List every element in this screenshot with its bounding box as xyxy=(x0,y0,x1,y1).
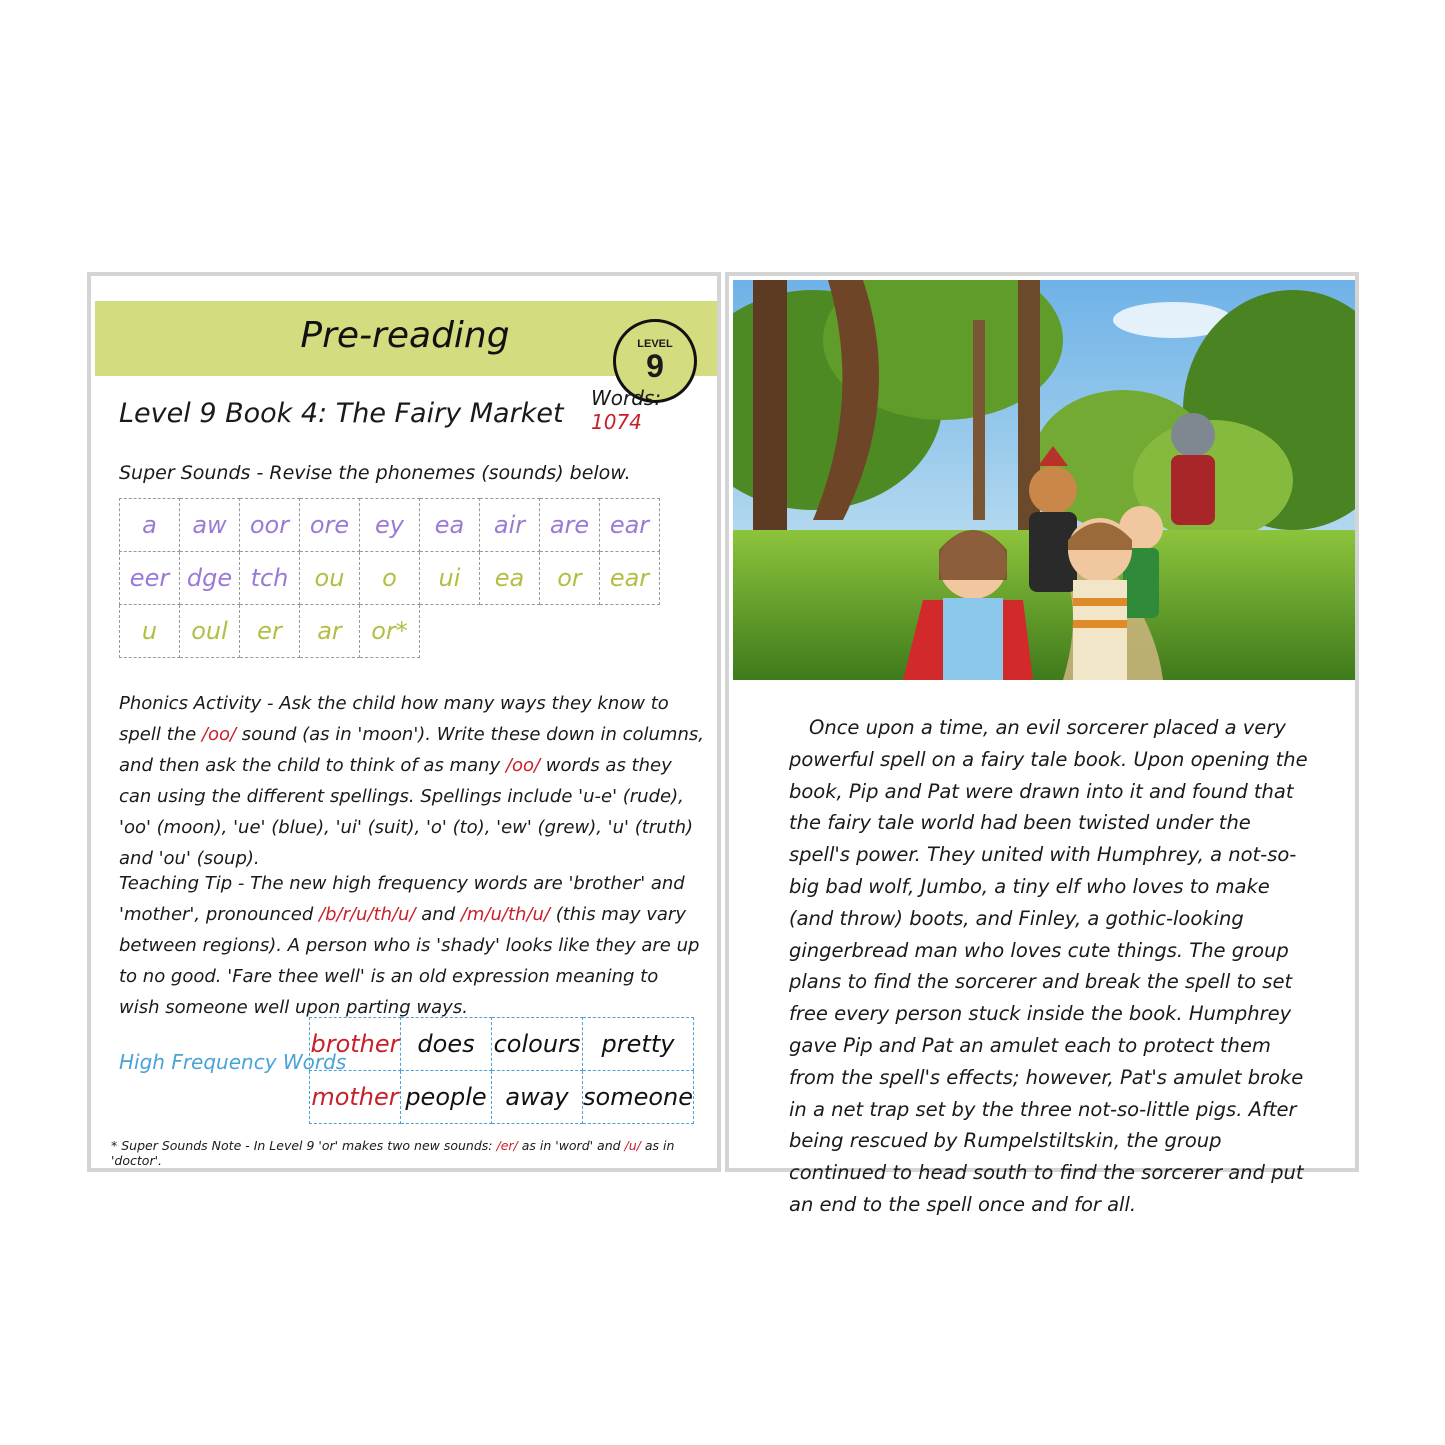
story-summary: Once upon a time, an evil sorcerer placed a very powerful spell on a fairy tale book. Upon opening the book, Pip and Pat were drawn into it and found that the fairy tale world had been twisted under the spell's power. They united with Humphrey, a not-so-big bad wolf, Jumbo, a tiny elf who loves to make (and throw) boots, and Finley, a gothic-looking gingerbread man who loves cute things. The group plans to find the sorcerer and break the spell to set free every person stuck inside the book. Humphrey gave Pip and Pat an amulet each to protect them from the spell's effects; however, Pat's amulet broke in a net trap set by the three not-so-little pigs. After being rescued by Rumpelstiltskin, the group continued to head south to find the sorcerer and put an end to the spell once and for all. xyxy=(789,716,1308,1216)
phonics-text-3: words as they can using the different spellings. Spellings include 'u-e' (rude), 'oo' (moon), 'ue' (blue), 'ui' (suit), 'o' (to), 'ew' (grew), 'u' (truth) and 'ou' (soup). xyxy=(119,755,694,869)
hf-word-cell: pretty xyxy=(583,1018,694,1071)
teaching-tip xyxy=(119,868,704,1023)
sound-cell: oor xyxy=(240,499,300,552)
story-illustration xyxy=(733,280,1355,680)
sound-cell: tch xyxy=(240,552,300,605)
sound-cell: are xyxy=(540,499,600,552)
sounds-row xyxy=(120,499,660,552)
sound-cell: u xyxy=(120,605,180,658)
hf-row xyxy=(310,1018,694,1071)
book-title: Level 9 Book 4: The Fairy Market xyxy=(119,398,564,429)
level-label: LEVEL xyxy=(637,338,673,350)
sound-cell: o xyxy=(360,552,420,605)
story-page xyxy=(725,272,1359,1216)
note-text-1: * Super Sounds Note - In Level 9 'or' makes two new sounds: xyxy=(111,1138,497,1153)
page-title: Pre-reading xyxy=(300,315,510,356)
sound-cell: aw xyxy=(180,499,240,552)
sound-cell: ore xyxy=(300,499,360,552)
hf-word-cell: someone xyxy=(583,1071,694,1124)
sound-cell: dge xyxy=(180,552,240,605)
word-count-label: Words: xyxy=(591,386,662,410)
forest-scene-image xyxy=(733,280,1355,680)
phonics-text-1: Phonics Activity - Ask the child how many ways they know to spell the xyxy=(119,693,669,745)
oo-sound-2: /oo/ xyxy=(505,755,541,776)
header-banner xyxy=(95,301,717,384)
tip-text-1: Teaching Tip - The new high frequency words are 'brother' and 'mother', pronounced xyxy=(119,873,685,925)
sound-cell: ui xyxy=(420,552,480,605)
empty-cell xyxy=(480,605,540,658)
empty-cell xyxy=(420,605,480,658)
level-number: 9 xyxy=(646,348,664,384)
hf-word-cell: away xyxy=(492,1071,583,1124)
word-count xyxy=(591,386,717,434)
high-frequency-words-table xyxy=(309,1017,694,1124)
super-sounds-intro: Super Sounds - Revise the phonemes (sounds) below. xyxy=(119,462,631,484)
er-sound: /er/ xyxy=(496,1138,518,1153)
empty-cell xyxy=(540,605,600,658)
tip-text-3: (this may vary between regions). A person who is 'shady' looks like they are up to no good. 'Fare thee well' is an old expression meaning to wish someone well upon parting ways. xyxy=(119,904,700,1018)
sound-cell: ear xyxy=(600,499,660,552)
hf-word-cell: colours xyxy=(492,1018,583,1071)
sound-cell: air xyxy=(480,499,540,552)
u-sound: /u/ xyxy=(624,1138,641,1153)
sound-cell: a xyxy=(120,499,180,552)
note-text-3: as in 'doctor'. xyxy=(111,1138,675,1168)
hf-word-cell: people xyxy=(401,1071,492,1124)
sounds-row xyxy=(120,605,660,658)
super-sounds-table xyxy=(119,498,660,658)
note-text-2: as in 'word' and xyxy=(517,1138,625,1153)
hf-word-cell: brother xyxy=(310,1018,401,1071)
phonics-activity xyxy=(119,688,704,874)
hf-word-cell: does xyxy=(401,1018,492,1071)
sound-cell: ou xyxy=(300,552,360,605)
high-frequency-label: High Frequency Words xyxy=(119,1050,347,1074)
super-sounds-note xyxy=(111,1138,717,1168)
sound-cell: ey xyxy=(360,499,420,552)
hf-row xyxy=(310,1071,694,1124)
sound-cell: er xyxy=(240,605,300,658)
sound-cell: or* xyxy=(360,605,420,658)
tip-text-2: and xyxy=(415,904,461,925)
sound-cell: ea xyxy=(420,499,480,552)
oo-sound-1: /oo/ xyxy=(201,724,237,745)
hf-word-cell: mother xyxy=(310,1071,401,1124)
sound-cell: eer xyxy=(120,552,180,605)
phonics-text-2: sound (as in 'moon'). Write these down in columns, and then ask the child to think of as many xyxy=(119,724,704,776)
sound-cell: ear xyxy=(600,552,660,605)
brother-phonemes: /b/r/u/th/u/ xyxy=(319,904,416,925)
pre-reading-page xyxy=(87,272,721,1172)
sounds-row xyxy=(120,552,660,605)
mother-phonemes: /m/u/th/u/ xyxy=(460,904,550,925)
word-count-value: 1074 xyxy=(591,410,642,434)
empty-cell xyxy=(600,605,660,658)
sound-cell: ea xyxy=(480,552,540,605)
sound-cell: oul xyxy=(180,605,240,658)
sound-cell: ar xyxy=(300,605,360,658)
sound-cell: or xyxy=(540,552,600,605)
